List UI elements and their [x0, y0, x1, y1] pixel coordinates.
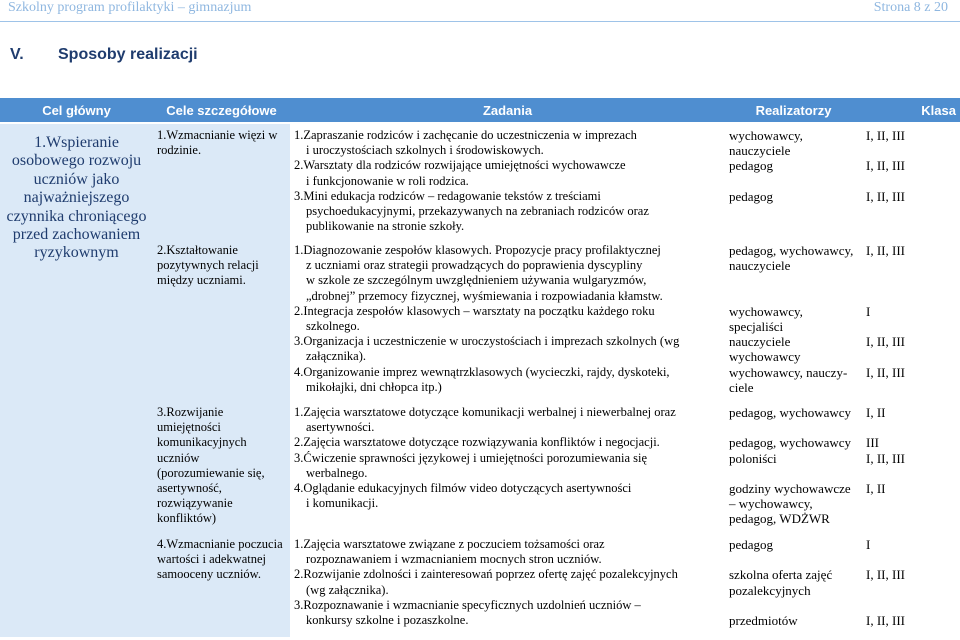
specific-goal-cell — [153, 239, 290, 401]
task-line: w szkole ze szczególnym uwzględnieniem używania wulgaryzmów, — [306, 273, 647, 288]
specific-goal-text: 3.Rozwijanie umiejętności komunikacyjnych uczniów (porozumiewanie się, asertywność, rozwiązywanie konfliktów) — [157, 405, 265, 526]
task-line: i komunikacji. — [306, 496, 379, 511]
implementer-line — [729, 289, 858, 304]
implementer-line — [729, 273, 858, 288]
class-line — [866, 143, 956, 158]
class-line — [866, 598, 956, 613]
task-cell — [290, 239, 725, 401]
class-line: I, II, III — [866, 188, 905, 204]
task-line: „drobnej” przemocy fizycznej, wyśmiewania i rozpowiadania kłamstw. — [306, 288, 663, 303]
class-cell — [862, 123, 960, 239]
specific-goal-text: 2.Kształtowanie pozytywnych relacji między uczniami. — [157, 243, 259, 288]
implementer-line: wychowawcy, — [729, 303, 803, 319]
class-line: I, II, III — [866, 243, 905, 258]
task-line: 1.Diagnozowanie zespołów klasowych. Propozycje pracy profilaktycznej — [294, 243, 661, 257]
class-line — [866, 273, 956, 288]
document-title: Szkolny program profilaktyki – gimnazjum — [8, 0, 252, 15]
implementer-cell — [725, 123, 862, 239]
specific-goal-text: 4.Wzmacnianie poczucia wartości i adekwatnej samooceny uczniów. — [157, 537, 283, 582]
col-header-implementers: Realizatorzy — [725, 98, 862, 123]
task-line: 4.Oglądanie edukacyjnych filmów video dotyczących asertywności — [294, 481, 632, 496]
implementer-line: pedagog, WDŻWR — [729, 511, 830, 527]
class-line: I, II — [866, 481, 886, 497]
implementer-line: pedagog — [729, 537, 774, 552]
class-cell — [862, 239, 960, 401]
implementer-line — [729, 598, 858, 613]
section-number: V. — [10, 46, 24, 63]
task-line: psychoedukacyjnymi, przekazywanych na zebraniach rodziców oraz — [306, 204, 649, 219]
class-line — [866, 511, 956, 526]
task-line: konkursy szkolne i pozaszkolne. — [306, 613, 469, 628]
task-line: i funkcjonowanie w roli rodzica. — [306, 173, 469, 188]
implementer-line: ciele — [729, 379, 754, 395]
task-line: 2.Integracja zespołów klasowych – warsztaty na początku każdego roku — [294, 303, 655, 318]
implementer-cell — [725, 401, 862, 533]
implementer-line: szkolna oferta zajęć — [729, 567, 833, 583]
task-line: 3.Ćwiczenie sprawności językowej i umiejętności porozumiewania się — [294, 450, 648, 465]
table-row — [0, 123, 960, 239]
task-line: 3.Mini edukacja rodziców – redagowanie tekstów z treściami — [294, 188, 601, 203]
task-line: rozpoznawaniem i wzmacnianiem mocnych stron uczniów. — [306, 552, 602, 567]
task-line: 2.Warsztaty dla rodziców rozwijające umiejętności wychowawcze — [294, 158, 626, 173]
task-line: 1.Zajęcia warsztatowe dotyczące komunikacji werbalnej i niewerbalnej oraz — [294, 405, 676, 419]
main-goal-text: 1.Wspieranie osobowego rozwoju uczniów jako najważniejszego czynnika chroniącego przed zachowaniem ryzykownym — [6, 134, 147, 262]
task-cell — [290, 123, 725, 239]
task-line: 1.Zapraszanie rodziców i zachęcanie do uczestniczenia w imprezach — [294, 128, 637, 142]
class-line: I, II — [866, 405, 886, 420]
task-line: 2.Rozwijanie zdolności i zainteresowań poprzez ofertę zajęć pozalekcyjnych — [294, 567, 678, 582]
task-line: szkolnego. — [306, 319, 360, 334]
class-line: I, II, III — [866, 567, 905, 583]
class-line — [866, 380, 956, 395]
specific-goal-cell — [153, 123, 290, 239]
specific-goal-cell — [153, 533, 290, 637]
col-header-tasks: Zadania — [290, 98, 725, 123]
implementer-line: pozalekcyjnych — [729, 582, 811, 598]
implementer-line: poloniści — [729, 450, 777, 466]
class-line: I, II, III — [866, 158, 905, 174]
table-header-row — [0, 98, 960, 123]
col-header-main-goal: Cel główny — [0, 98, 153, 123]
task-line: publikowanie na stronie szkoły. — [306, 219, 465, 234]
class-line: I, II, III — [866, 364, 905, 380]
implementer-cell — [725, 239, 862, 401]
class-line: I, II, III — [866, 613, 905, 629]
class-line — [866, 583, 956, 598]
implementer-line: wychowawcy, nauczy- — [729, 364, 848, 380]
task-line: 3.Organizacja i uczestniczenie w uroczystościach i imprezach szkolnych (wg — [294, 334, 680, 349]
task-line: załącznika). — [306, 349, 367, 364]
class-line: I — [866, 303, 871, 319]
class-line — [866, 174, 956, 189]
specific-goal-cell — [153, 401, 290, 533]
col-header-class: Klasa — [862, 98, 960, 123]
task-line: werbalnego. — [306, 465, 368, 480]
class-cell — [862, 401, 960, 533]
implementer-line: pedagog, wychowawcy — [729, 405, 852, 420]
implementer-line: wychowawcy — [729, 349, 801, 365]
implementer-line: przedmiotów — [729, 613, 798, 629]
implementer-cell — [725, 533, 862, 637]
implementer-line — [729, 420, 858, 435]
class-cell — [862, 533, 960, 637]
task-line: mikołajki, dni chłopca itp.) — [306, 379, 442, 394]
task-line: 4.Organizowanie imprez wewnątrzklasowych (wycieczki, rajdy, dyskoteki, — [294, 364, 670, 379]
task-line: z uczniami oraz strategii prowadzących do poprawienia dyscypliny — [306, 258, 643, 273]
col-header-specific-goals: Cele szczegółowe — [153, 98, 290, 123]
task-line: i uroczystościach szkolnych i środowiskowych. — [306, 143, 544, 158]
class-line — [866, 349, 956, 364]
class-line: I, II, III — [866, 450, 905, 466]
task-cell — [290, 533, 725, 637]
implementer-line: pedagog — [729, 188, 774, 204]
implementer-line: nauczyciele — [729, 334, 791, 350]
specific-goal-text: 1.Wzmacnianie więzi w rodzinie. — [157, 128, 278, 158]
implementer-line: nauczyciele — [729, 258, 791, 274]
class-line — [866, 319, 956, 334]
implementer-line: nauczyciele — [729, 143, 791, 159]
implementer-line: godziny wychowawcze — [729, 481, 851, 497]
class-line: I, II, III — [866, 334, 905, 350]
class-line — [866, 466, 956, 481]
implementer-line: – wychowawcy, — [729, 496, 813, 512]
implementer-line — [729, 174, 858, 189]
task-line: 2.Zajęcia warsztatowe dotyczące rozwiązywania konfliktów i negocjacji. — [294, 435, 660, 450]
class-line — [866, 289, 956, 304]
header-divider — [0, 21, 960, 22]
implementer-line: pedagog — [729, 158, 774, 174]
class-line — [866, 420, 956, 435]
class-line: III — [866, 435, 879, 451]
section-heading — [10, 46, 198, 64]
page-number: Strona 8 z 20 — [873, 0, 948, 15]
class-line: I — [866, 537, 871, 552]
implementer-line: pedagog, wychowawcy — [729, 435, 852, 451]
task-line: 1.Zajęcia warsztatowe związane z poczuciem tożsamości oraz — [294, 537, 605, 551]
implementer-line — [729, 466, 858, 481]
class-line — [866, 496, 956, 511]
task-line: (wg załącznika). — [306, 582, 389, 597]
task-line: 3.Rozpoznawanie i wzmacnianie specyficznych uzdolnień uczniów – — [294, 597, 641, 612]
main-goal-cell — [0, 123, 153, 637]
implementer-line: wychowawcy, — [729, 128, 803, 143]
implementer-line — [729, 552, 858, 567]
section-title: Sposoby realizacji — [58, 46, 198, 63]
class-line — [866, 552, 956, 567]
task-cell — [290, 401, 725, 533]
implementer-line: pedagog, wychowawcy, — [729, 243, 854, 258]
implementer-line: specjaliści — [729, 319, 784, 335]
class-line — [866, 258, 956, 273]
realization-table — [0, 98, 960, 637]
page-header — [0, 0, 960, 20]
class-line: I, II, III — [866, 128, 905, 143]
task-line: asertywności. — [306, 420, 375, 435]
